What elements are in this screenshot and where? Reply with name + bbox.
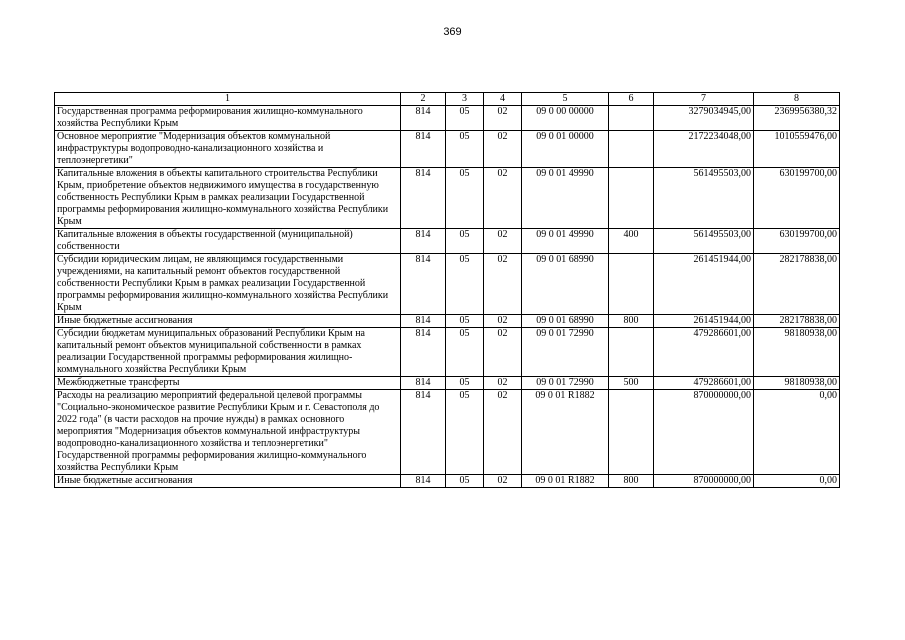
amount-col8: 2369956380,32: [754, 106, 840, 131]
subsection-code: 02: [484, 131, 522, 168]
row-name: Основное мероприятие "Модернизация объектов коммунальной инфраструктуры водопроводно-канализационного хозяйства и теплоэнергетики": [55, 131, 401, 168]
amount-col7: 479286601,00: [654, 377, 754, 390]
ministry-code: 814: [401, 168, 446, 229]
target-article-code: 09 0 01 00000: [522, 131, 609, 168]
section-code: 05: [446, 390, 484, 475]
amount-col8: 282178838,00: [754, 254, 840, 315]
expense-type-code: 800: [609, 315, 654, 328]
row-name: Иные бюджетные ассигнования: [55, 475, 401, 488]
column-header: 2: [401, 93, 446, 106]
ministry-code: 814: [401, 106, 446, 131]
ministry-code: 814: [401, 390, 446, 475]
amount-col7: 870000000,00: [654, 475, 754, 488]
expense-type-code: [609, 168, 654, 229]
row-name: Государственная программа реформирования жилищно-коммунального хозяйства Республики Крым: [55, 106, 401, 131]
target-article-code: 09 0 01 68990: [522, 315, 609, 328]
amount-col7: 3279034945,00: [654, 106, 754, 131]
ministry-code: 814: [401, 315, 446, 328]
table-header-row: [55, 93, 840, 106]
row-name: Субсидии бюджетам муниципальных образований Республики Крым на капитальный ремонт объектов муниципальной собственности в рамках реализации Государственной программы реформирования жилищно-коммунального хозяйства Республики Крым: [55, 328, 401, 377]
ministry-code: 814: [401, 328, 446, 377]
amount-col7: 561495503,00: [654, 229, 754, 254]
amount-col7: 870000000,00: [654, 390, 754, 475]
budget-table: [54, 92, 840, 488]
amount-col8: 630199700,00: [754, 168, 840, 229]
section-code: 05: [446, 328, 484, 377]
expense-type-code: 500: [609, 377, 654, 390]
amount-col8: 630199700,00: [754, 229, 840, 254]
expense-type-code: [609, 106, 654, 131]
subsection-code: 02: [484, 328, 522, 377]
column-header: 7: [654, 93, 754, 106]
row-name: Расходы на реализацию мероприятий федеральной целевой программы "Социально-экономическое развитие Республики Крым и г. Севастополя до 2022 года" (в части расходов на прочие нужды) в рамках основного мероприятия "Модернизация объектов коммунальной инфраструктуры водопроводно-канализационного хозяйства и теплоэнергетики" Государственной программы реформирования жилищно-коммунального хозяйства Республики Крым: [55, 390, 401, 475]
amount-col8: 282178838,00: [754, 315, 840, 328]
target-article-code: 09 0 01 72990: [522, 377, 609, 390]
expense-type-code: [609, 390, 654, 475]
section-code: 05: [446, 106, 484, 131]
table-row: [55, 475, 840, 488]
expense-type-code: [609, 131, 654, 168]
target-article-code: 09 0 01 R1882: [522, 390, 609, 475]
column-header: 3: [446, 93, 484, 106]
row-name: Капитальные вложения в объекты государственной (муниципальной) собственности: [55, 229, 401, 254]
target-article-code: 09 0 01 72990: [522, 328, 609, 377]
amount-col8: 0,00: [754, 475, 840, 488]
amount-col7: 261451944,00: [654, 315, 754, 328]
table-row: [55, 168, 840, 229]
table-row: [55, 131, 840, 168]
subsection-code: 02: [484, 168, 522, 229]
amount-col8: 98180938,00: [754, 328, 840, 377]
row-name: Иные бюджетные ассигнования: [55, 315, 401, 328]
ministry-code: 814: [401, 475, 446, 488]
table-row: [55, 315, 840, 328]
ministry-code: 814: [401, 131, 446, 168]
target-article-code: 09 0 01 R1882: [522, 475, 609, 488]
ministry-code: 814: [401, 377, 446, 390]
table-row: [55, 254, 840, 315]
column-header: 6: [609, 93, 654, 106]
subsection-code: 02: [484, 390, 522, 475]
column-header: 5: [522, 93, 609, 106]
table-row: [55, 377, 840, 390]
row-name: Субсидии юридическим лицам, не являющимся государственными учреждениями, на капитальный ремонт объектов государственной собственности Республики Крым в рамках реализации Государственной программы реформирования жилищно-коммунального хозяйства Республики Крым: [55, 254, 401, 315]
expense-type-code: 800: [609, 475, 654, 488]
column-header: 4: [484, 93, 522, 106]
section-code: 05: [446, 254, 484, 315]
ministry-code: 814: [401, 254, 446, 315]
table-row: [55, 106, 840, 131]
section-code: 05: [446, 131, 484, 168]
subsection-code: 02: [484, 475, 522, 488]
amount-col8: 0,00: [754, 390, 840, 475]
subsection-code: 02: [484, 106, 522, 131]
column-header: 8: [754, 93, 840, 106]
amount-col8: 98180938,00: [754, 377, 840, 390]
target-article-code: 09 0 00 00000: [522, 106, 609, 131]
expense-type-code: 400: [609, 229, 654, 254]
row-name: Межбюджетные трансферты: [55, 377, 401, 390]
table-row: [55, 229, 840, 254]
table-row: [55, 390, 840, 475]
expense-type-code: [609, 328, 654, 377]
amount-col7: 261451944,00: [654, 254, 754, 315]
table-row: [55, 328, 840, 377]
section-code: 05: [446, 475, 484, 488]
section-code: 05: [446, 168, 484, 229]
amount-col7: 561495503,00: [654, 168, 754, 229]
target-article-code: 09 0 01 49990: [522, 168, 609, 229]
page-number: 369: [443, 26, 462, 38]
subsection-code: 02: [484, 229, 522, 254]
section-code: 05: [446, 377, 484, 390]
section-code: 05: [446, 229, 484, 254]
subsection-code: 02: [484, 315, 522, 328]
amount-col8: 1010559476,00: [754, 131, 840, 168]
column-header: 1: [55, 93, 401, 106]
amount-col7: 479286601,00: [654, 328, 754, 377]
subsection-code: 02: [484, 377, 522, 390]
expense-type-code: [609, 254, 654, 315]
section-code: 05: [446, 315, 484, 328]
subsection-code: 02: [484, 254, 522, 315]
target-article-code: 09 0 01 68990: [522, 254, 609, 315]
amount-col7: 2172234048,00: [654, 131, 754, 168]
ministry-code: 814: [401, 229, 446, 254]
row-name: Капитальные вложения в объекты капитального строительства Республики Крым, приобретение объектов недвижимого имущества в государственную собственность Республики Крым в рамках реализации Государственной программы реформирования жилищно-коммунального хозяйства Республики Крым: [55, 168, 401, 229]
target-article-code: 09 0 01 49990: [522, 229, 609, 254]
